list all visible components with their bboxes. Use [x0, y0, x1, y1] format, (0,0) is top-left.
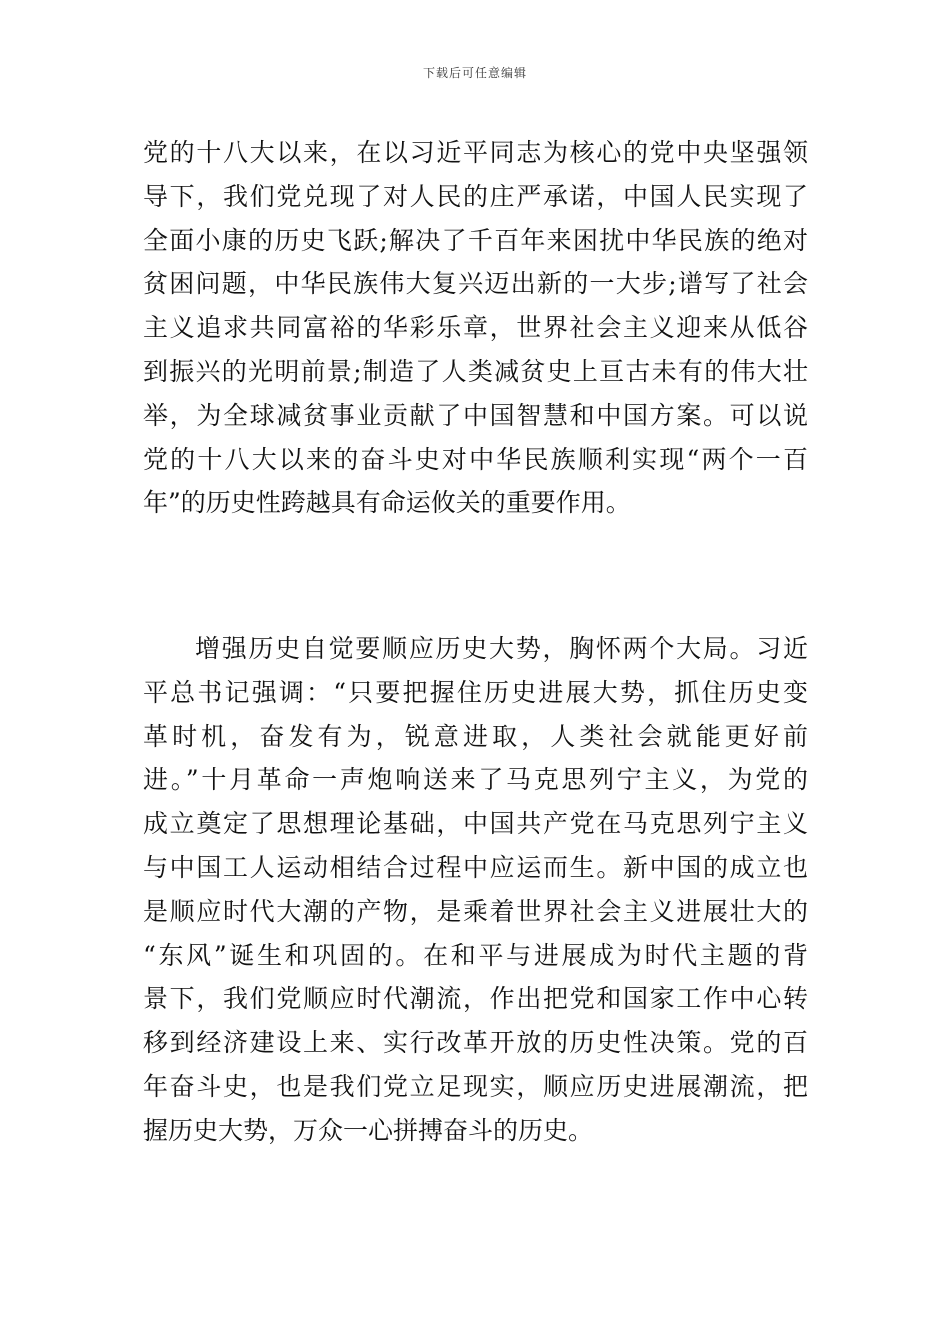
text-line: 是顺应时代大潮的产物，是乘着世界社会主义进展壮大的	[143, 896, 808, 926]
text-line: 景下，我们党顺应时代潮流，作出把党和国家工作中心转	[143, 984, 808, 1014]
text-line: 年奋斗史，也是我们党立足现实，顺应历史进展潮流，把	[143, 1071, 808, 1101]
text-line: 进。”十月革命一声炮响送来了马克思列宁主义，为党的	[143, 765, 808, 795]
text-line: 平总书记强调：“只要把握住历史进展大势，抓住历史变	[143, 677, 808, 707]
paragraph-1	[143, 131, 808, 525]
text-line: 党的十八大以来的奋斗史对中华民族顺利实现“两个一百	[143, 444, 808, 474]
text-line: 导下，我们党兑现了对人民的庄严承诺，中国人民实现了	[143, 181, 808, 211]
text-line: 握历史大势，万众一心拼搏奋斗的历史。	[143, 1115, 594, 1145]
paragraph-2	[143, 627, 808, 1153]
text-line: 革时机，奋发有为，锐意进取，人类社会就能更好前	[143, 721, 808, 751]
text-line: 移到经济建设上来、实行改革开放的历史性决策。党的百	[143, 1028, 808, 1058]
text-line: 主义追求共同富裕的华彩乐章，世界社会主义迎来从低谷	[143, 313, 808, 343]
text-line: 党的十八大以来，在以习近平同志为核心的党中央坚强领	[143, 138, 808, 167]
text-line: “东风”诞生和巩固的。在和平与进展成为时代主题的背	[143, 940, 808, 970]
text-line: 增强历史自觉要顺应历史大势，胸怀两个大局。习近	[195, 634, 808, 663]
text-line: 与中国工人运动相结合过程中应运而生。新中国的成立也	[143, 852, 808, 882]
text-line: 成立奠定了思想理论基础，中国共产党在马克思列宁主义	[143, 809, 808, 839]
text-line: 贫困问题，中华民族伟大复兴迈出新的一大步;谱写了社会	[143, 269, 808, 299]
text-line: 年”的历史性跨越具有命运攸关的重要作用。	[143, 488, 631, 518]
text-line: 全面小康的历史飞跃;解决了千百年来困扰中华民族的绝对	[143, 225, 808, 255]
text-line: 举，为全球减贫事业贡献了中国智慧和中国方案。可以说	[143, 400, 808, 430]
text-line: 到振兴的光明前景;制造了人类减贫史上亘古未有的伟大壮	[143, 356, 808, 386]
page-header: 下载后可任意编辑	[422, 66, 527, 80]
